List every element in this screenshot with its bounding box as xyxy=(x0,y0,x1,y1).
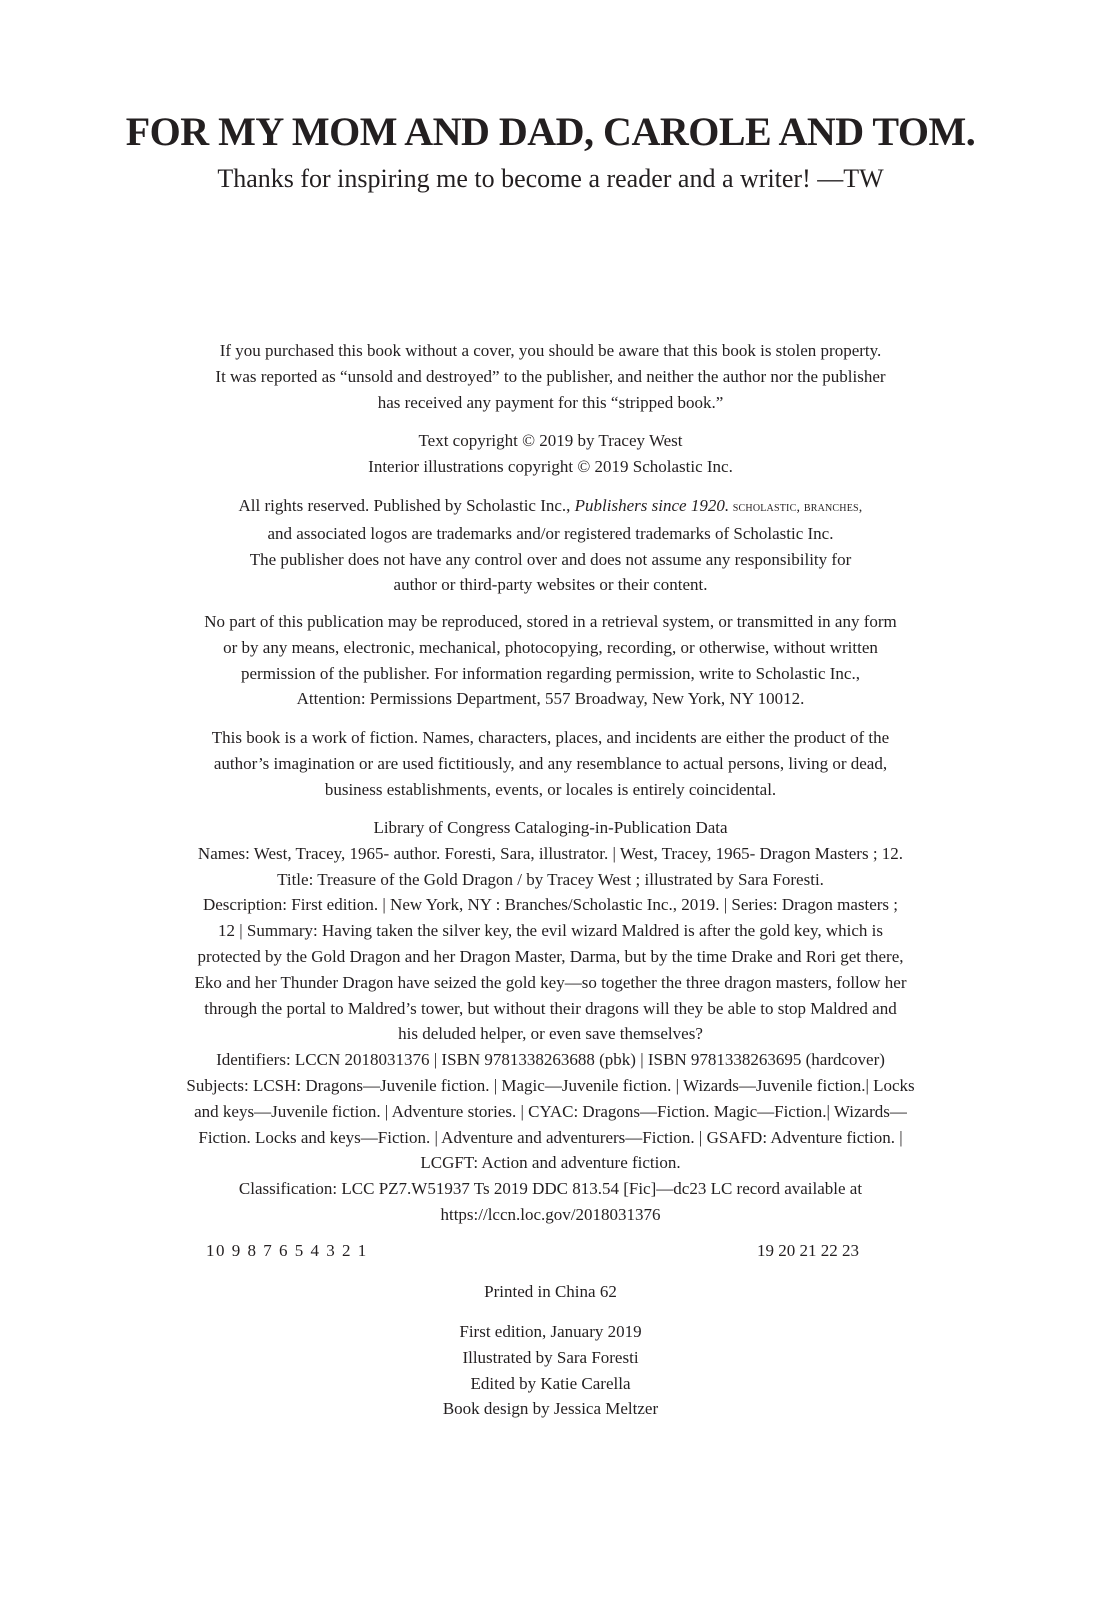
notice-line: It was reported as “unsold and destroyed” to the publisher, and neither the author nor the publisher xyxy=(215,366,886,386)
stripped-book-notice xyxy=(120,338,981,415)
printing-line-numbers: 10 9 8 7 6 5 4 3 2 1 xyxy=(206,1241,368,1260)
trademark-names: scholastic, branches, xyxy=(729,500,863,515)
edition-credits xyxy=(120,1319,981,1422)
credit-line: Book design by Jessica Meltzer xyxy=(442,1399,659,1419)
fiction-line: author’s imagination or are used fictitiously, and any resemblance to actual persons, living or dead, xyxy=(213,753,888,773)
copyright-line: Text copyright © 2019 by Tracey West xyxy=(418,431,683,450)
notice-line: If you purchased this book without a cover, you should be aware that this book is stolen property. xyxy=(219,341,882,360)
fiction-notice xyxy=(120,725,981,802)
credit-line: First edition, January 2019 xyxy=(459,1322,642,1341)
printed-in xyxy=(120,1279,981,1305)
cip-line: 12 | Summary: Having taken the silver key, the evil wizard Maldred is after the gold key, which is xyxy=(218,921,883,941)
cip-line: Description: First edition. | New York, NY : Branches/Scholastic Inc., 2019. | Series: Dragon masters ; xyxy=(202,895,899,915)
cip-line: Classification: LCC PZ7.W51937 Ts 2019 DDC 813.54 [Fic]—dc23 LC record available at xyxy=(238,1179,863,1199)
fiction-line: business establishments, events, or locales is entirely coincidental. xyxy=(324,779,777,799)
reproduction-line: No part of this publication may be reproduced, stored in a retrieval system, or transmitted in any form xyxy=(204,612,897,631)
printing-year-numbers: 19 20 21 22 23 xyxy=(757,1241,859,1260)
cip-line: Subjects: LCSH: Dragons—Juvenile fiction. | Magic—Juvenile fiction. | Wizards—Juvenile fiction.| Locks xyxy=(186,1075,915,1095)
notice-line: has received any payment for this “stripped book.” xyxy=(377,392,724,412)
rights-line: author or third-party websites or their content. xyxy=(393,575,708,595)
printing-numbers xyxy=(0,1238,1101,1264)
rights-line: and associated logos are trademarks and/or registered trademarks of Scholastic Inc. xyxy=(267,523,834,543)
cip-line: his deluded helper, or even save themselves? xyxy=(398,1024,703,1044)
rights-text: All rights reserved. Published by Scholastic Inc., xyxy=(238,496,575,515)
cip-line: and keys—Juvenile fiction. | Adventure stories. | CYAC: Dragons—Fiction. Magic—Fiction.| Wizards— xyxy=(194,1101,907,1121)
cip-line: protected by the Gold Dragon and her Dragon Master, Darma, but by the time Drake and Rori get there, xyxy=(197,946,904,966)
rights-notice xyxy=(120,493,981,598)
reproduction-line: permission of the publisher. For information regarding permission, write to Scholastic Inc., xyxy=(241,663,860,683)
cip-line: through the portal to Maldred’s tower, but without their dragons will they be able to stop Maldred and xyxy=(204,998,897,1018)
fiction-line: This book is a work of fiction. Names, characters, places, and incidents are either the product of the xyxy=(211,728,890,747)
copyright-notice xyxy=(120,428,981,480)
cip-line: Eko and her Thunder Dragon have seized the gold key—so together the three dragon masters, follow her xyxy=(194,972,907,992)
cip-data xyxy=(110,815,991,1228)
cip-line: LCGFT: Action and adventure fiction. xyxy=(420,1153,681,1173)
cip-line: Fiction. Locks and keys—Fiction. | Adventure and adventurers—Fiction. | GSAFD: Adventure fiction. | xyxy=(198,1127,903,1147)
cip-heading: Library of Congress Cataloging-in-Publication Data xyxy=(373,818,728,837)
copyright-line: Interior illustrations copyright © 2019 Scholastic Inc. xyxy=(368,456,733,476)
cip-url: https://lccn.loc.gov/2018031376 xyxy=(440,1204,661,1224)
cip-line: Title: Treasure of the Gold Dragon / by Tracey West ; illustrated by Sara Foresti. xyxy=(277,869,824,889)
rights-line xyxy=(120,493,981,521)
reproduction-line: Attention: Permissions Department, 557 Broadway, New York, NY 10012. xyxy=(296,689,805,709)
reproduction-notice xyxy=(120,609,981,712)
cip-line: Names: West, Tracey, 1965- author. Foresti, Sara, illustrator. | West, Tracey, 1965- Dragon Masters ; 12. xyxy=(197,843,904,863)
dedication-title: FOR MY MOM AND DAD, CAROLE AND TOM. xyxy=(125,109,976,154)
publisher-motto: Publishers since 1920. xyxy=(574,496,730,515)
printed-in-line: Printed in China 62 xyxy=(484,1282,617,1301)
reproduction-line: or by any means, electronic, mechanical, photocopying, recording, or otherwise, without written xyxy=(223,637,878,657)
credit-line: Illustrated by Sara Foresti xyxy=(462,1347,639,1367)
credit-line: Edited by Katie Carella xyxy=(470,1373,631,1393)
dedication-subtitle: Thanks for inspiring me to become a reader and a writer! —TW xyxy=(217,164,884,193)
rights-line: The publisher does not have any control over and does not assume any responsibility for xyxy=(249,549,852,569)
cip-line: Identifiers: LCCN 2018031376 | ISBN 9781338263688 (pbk) | ISBN 9781338263695 (hardcover) xyxy=(216,1050,885,1070)
